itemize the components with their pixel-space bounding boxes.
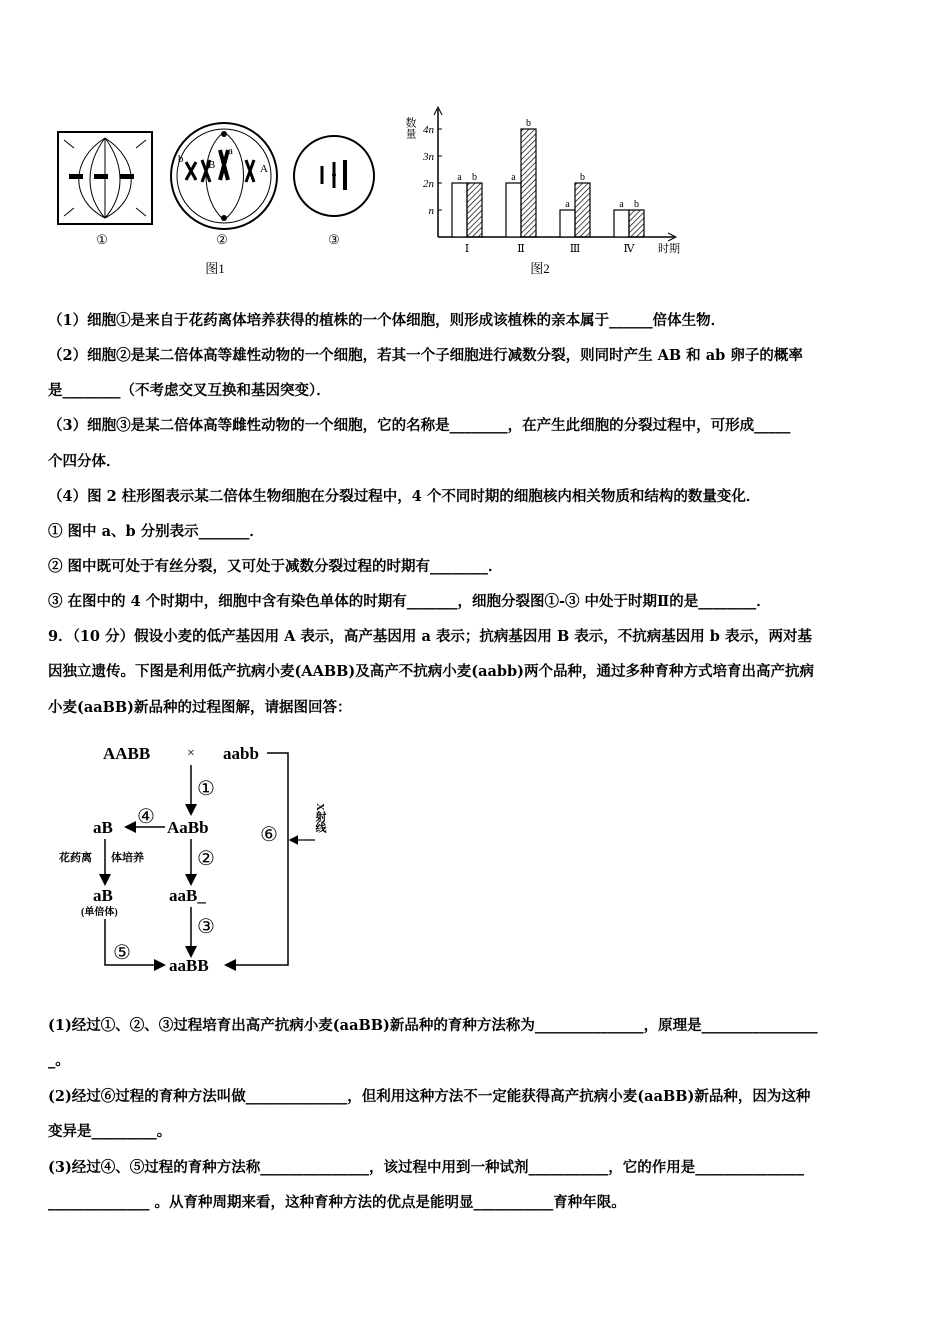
xray-label: X射线 bbox=[314, 803, 326, 833]
bar-a bbox=[614, 210, 629, 237]
selected-aab: aaB_ bbox=[169, 886, 206, 905]
bar-label-a: a bbox=[457, 172, 462, 183]
step-3-label: ③ bbox=[197, 916, 215, 938]
q9-answer1-line2: _。 bbox=[48, 1052, 70, 1069]
figure-1-caption: 图1 bbox=[205, 261, 225, 276]
bar-label-b: b bbox=[634, 199, 639, 210]
step-2-label: ② bbox=[197, 848, 215, 870]
q9-intro-line3: 小麦(aaBB)新品种的过程图解，请据图回答： bbox=[48, 699, 352, 716]
q9-intro-line2: 因独立遗传。下图是利用低产抗病小麦(AABB)及高产不抗病小麦(aabb)两个品种，通过多种育种方式培育出高产抗病 bbox=[48, 663, 815, 680]
q9-answer3-line2: ______________ 。从育种周期来看，这种育种方法的优点是能明显___________育种年限。 bbox=[48, 1194, 626, 1211]
culture-label-right: 体培养 bbox=[111, 852, 144, 864]
bar-label-a: a bbox=[565, 199, 570, 210]
x-category-label: Ⅳ bbox=[623, 243, 635, 255]
gamete-ab: aB bbox=[93, 818, 113, 837]
step-5-label: ⑤ bbox=[113, 942, 131, 964]
bar-a bbox=[506, 183, 521, 237]
y-tick-label: 4n bbox=[423, 124, 434, 136]
parent-aabb-low: aabb bbox=[223, 744, 259, 763]
cell-1-plant bbox=[58, 132, 152, 224]
figure-1-cells bbox=[50, 120, 380, 280]
bar-b bbox=[467, 183, 482, 237]
q8-sub1: ① 图中 a、b 分别表示_______． bbox=[48, 523, 264, 540]
cell-3-animal bbox=[294, 136, 374, 216]
cell-3-label: ③ bbox=[328, 232, 340, 247]
breeding-diagram-svg bbox=[55, 735, 355, 975]
q8-part3-line1: （3）细胞③是某二倍体高等雌性动物的一个细胞，它的名称是________，在产生此细胞的分裂过程中，可形成_____ bbox=[48, 417, 791, 434]
q9-answer2-line2: 变异是_________。 bbox=[48, 1123, 172, 1140]
q8-part4: （4）图 2 柱形图表示某二倍体生物细胞在分裂过程中，4 个不同时期的细胞核内相关物质和结构的数量变化． bbox=[48, 488, 761, 505]
cell-2-label: ② bbox=[216, 232, 228, 247]
haploid-ab: aB bbox=[93, 886, 113, 905]
f1-aabb: AaBb bbox=[167, 818, 209, 837]
culture-label-left: 花药离 bbox=[59, 852, 92, 864]
cross-symbol: × bbox=[187, 746, 195, 761]
bar-a bbox=[452, 183, 467, 237]
bar-a bbox=[560, 210, 575, 237]
bar-label-b: b bbox=[580, 172, 585, 183]
figure-2-caption: 图2 bbox=[530, 261, 550, 276]
target-aabb: aaBB bbox=[169, 956, 209, 975]
q8-part2-line1: （2）细胞②是某二倍体高等雄性动物的一个细胞，若其一个子细胞进行减数分裂，则同时产生 AB 和 ab 卵子的概率 bbox=[48, 347, 803, 364]
y-axis-label: 数量 bbox=[404, 117, 416, 139]
bar-b bbox=[575, 183, 590, 237]
figure-2-chart bbox=[400, 105, 690, 280]
q9-answer1-line1: (1)经过①、②、③过程培育出高产抗病小麦(aaBB)新品种的育种方法称为_______________，原理是________________ bbox=[48, 1017, 818, 1034]
q8-sub2: ② 图中既可处于有丝分裂，又可处于减数分裂过程的时期有________． bbox=[48, 558, 503, 575]
bar-label-b: b bbox=[472, 172, 477, 183]
haploid-note: (单倍体) bbox=[81, 907, 118, 918]
q9-answer3-line1: (3)经过④、⑤过程的育种方法称_______________，该过程中用到一种试剂___________，它的作用是_______________ bbox=[48, 1159, 805, 1176]
q8-part3-line2: 个四分体． bbox=[48, 453, 121, 470]
q9-answer2-line1: (2)经过⑥过程的育种方法叫做______________，但利用这种方法不一定能获得高产抗病小麦(aaBB)新品种，因为这种 bbox=[48, 1088, 811, 1105]
y-tick-label: 3n bbox=[423, 151, 434, 163]
parent-aabb-high: AABB bbox=[103, 744, 151, 763]
q9-intro-line1: 9．（10 分）假设小麦的低产基因用 A 表示，高产基因用 a 表示；抗病基因用 B 表示，不抗病基因用 b 表示，两对基 bbox=[48, 628, 812, 645]
bar-b bbox=[521, 129, 536, 237]
bar-label-a: a bbox=[619, 199, 624, 210]
q8-sub3: ③ 在图中的 4 个时期中，细胞中含有染色单体的时期有_______，细胞分裂图①-③ 中处于时期Ⅱ的是________． bbox=[48, 593, 771, 610]
cell-2-letter-b: b bbox=[178, 153, 184, 165]
arrow-path-6 bbox=[227, 753, 288, 965]
cell-2-letter-B: B bbox=[208, 159, 216, 171]
cell-2-letter-A: A bbox=[260, 163, 268, 175]
step-1-label: ① bbox=[197, 778, 215, 800]
y-tick-label: 2n bbox=[423, 178, 434, 190]
bar-chart-svg bbox=[400, 105, 690, 280]
breeding-diagram bbox=[55, 735, 355, 975]
cell-2-animal bbox=[171, 123, 277, 229]
x-category-label: Ⅰ bbox=[464, 243, 470, 255]
bar-b bbox=[629, 210, 644, 237]
step-6-label: ⑥ bbox=[260, 824, 278, 846]
x-axis-label: 时期 bbox=[658, 243, 680, 255]
y-tick-label: n bbox=[428, 205, 434, 217]
x-category-label: Ⅱ bbox=[517, 243, 525, 255]
figure-1 bbox=[50, 120, 380, 280]
cell-1-label: ① bbox=[96, 232, 108, 247]
bar-label-a: a bbox=[511, 172, 516, 183]
q8-part2-line2: 是________（不考虑交叉互换和基因突变）． bbox=[48, 382, 331, 399]
step-4-label: ④ bbox=[137, 806, 155, 828]
bar-label-b: b bbox=[526, 118, 531, 129]
x-category-label: Ⅲ bbox=[569, 243, 581, 255]
q8-part1: （1）细胞①是来自于花药离体培养获得的植株的一个体细胞，则形成该植株的亲本属于______倍体生物． bbox=[48, 312, 726, 329]
cell-2-letter-a: a bbox=[228, 145, 233, 157]
